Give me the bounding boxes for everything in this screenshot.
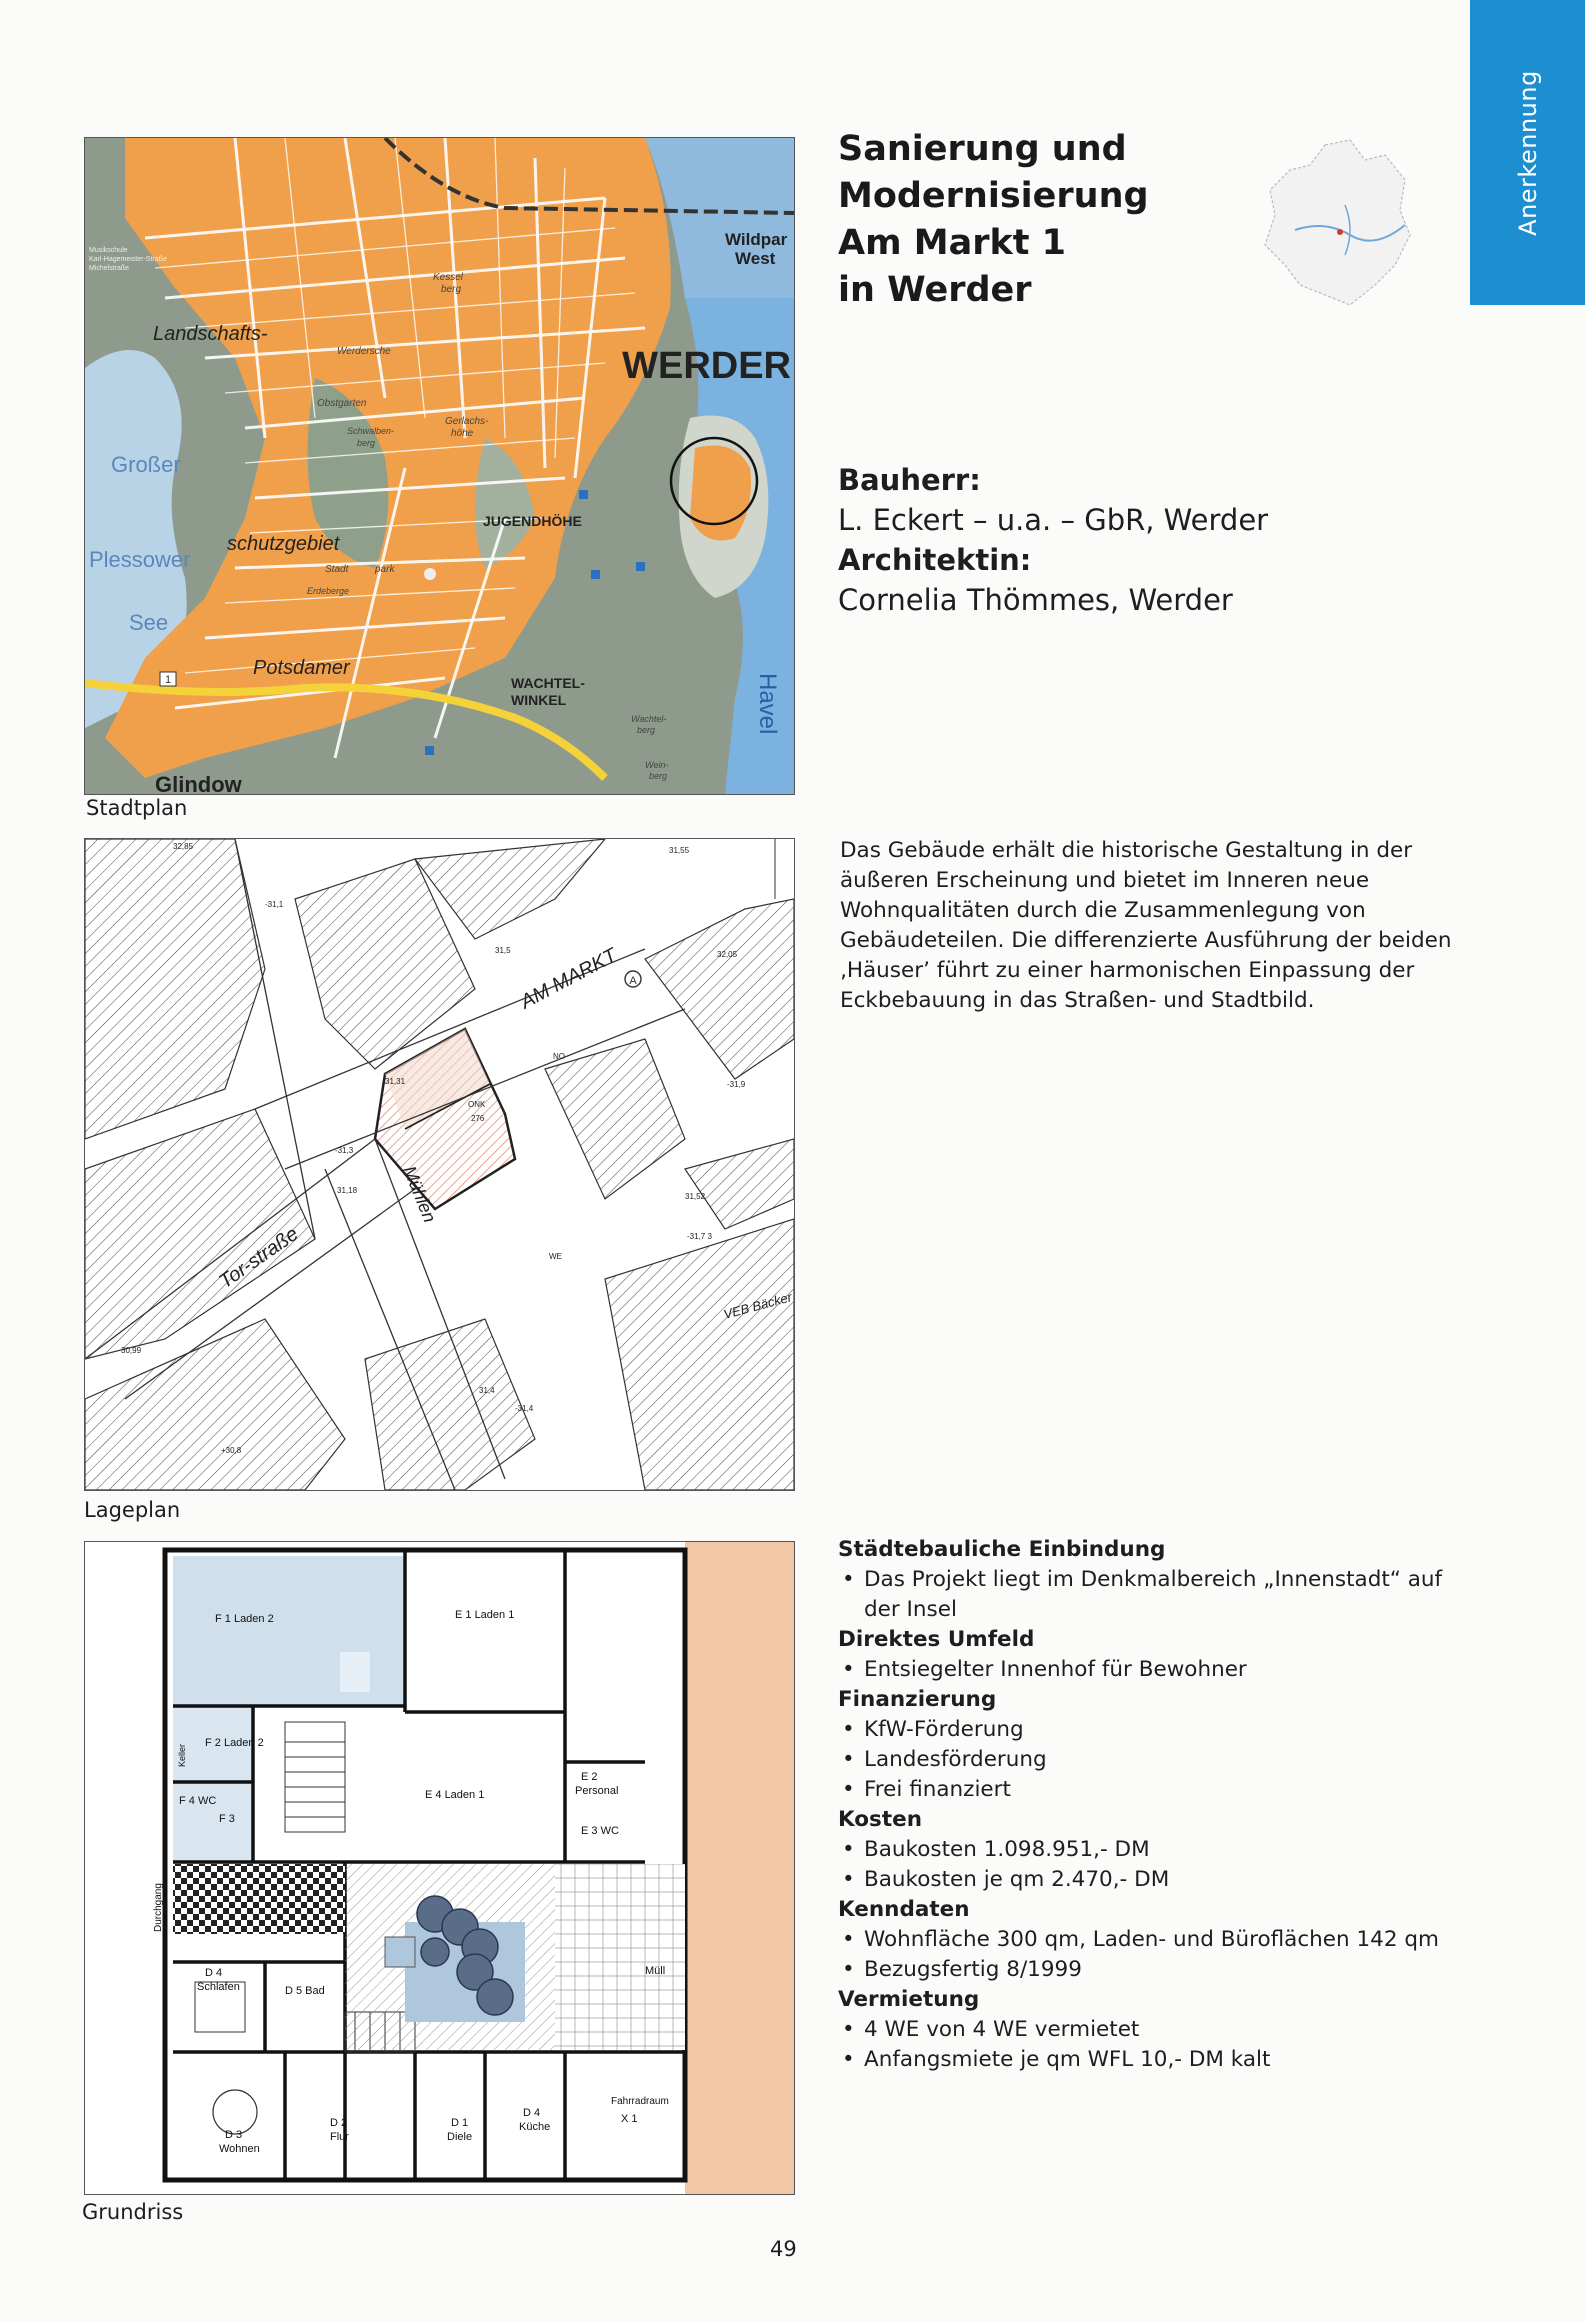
facts-heading: Direktes Umfeld	[838, 1627, 1035, 1652]
map-label: höhe	[451, 428, 474, 439]
location-marker-icon	[1337, 229, 1343, 235]
map-label: Gerlachs-	[445, 416, 489, 427]
map-label: Landschafts-	[153, 323, 268, 345]
map-label: schutzgebiet	[227, 533, 340, 555]
room-label: D 4	[205, 1967, 223, 1979]
architekt-value: Cornelia Thömmes, Werder	[838, 583, 1233, 617]
plan-label: ONK	[468, 1100, 486, 1109]
stadtplan-caption: Stadtplan	[86, 796, 188, 820]
site-plan-image	[85, 839, 794, 1490]
map-label: Plessower	[89, 547, 191, 572]
map-label: Glindow	[155, 772, 242, 794]
room-label: X 1	[621, 2113, 638, 2125]
map-label: Erdeberge	[307, 586, 350, 596]
grundriss-caption: Grundriss	[82, 2200, 184, 2224]
map-label: berg	[649, 771, 668, 781]
map-label: WERDER	[622, 345, 791, 387]
section-tab-label: Anerkennung	[1513, 69, 1542, 236]
room-label: F 2 Laden 2	[205, 1737, 264, 1749]
room-label: F 1 Laden 2	[215, 1613, 274, 1625]
facts-item: • Das Projekt liegt im Denkmalbereich „Innenstadt“ auf der Insel	[842, 1567, 1443, 1622]
plan-label: -31,4	[515, 1404, 534, 1413]
map-label: Potsdamer	[253, 657, 350, 679]
facts-item: • Wohnfläche 300 qm, Laden- und Büroflächen 142 qm	[842, 1927, 1439, 1952]
page-number: 49	[770, 2237, 797, 2261]
plan-label: +30,8	[221, 1446, 242, 1455]
map-label: Havel	[754, 673, 781, 735]
facts-item: • Landesförderung	[842, 1747, 1047, 1772]
plan-label: NO	[553, 1052, 565, 1061]
bauherr-label: Bauherr:	[838, 463, 981, 497]
map-label: berg	[441, 284, 462, 295]
plan-label: 32,05	[717, 950, 738, 959]
plan-label: 31,31	[385, 1077, 406, 1086]
credits	[838, 460, 1438, 620]
map-label: WINKEL	[511, 692, 567, 708]
room-label: Diele	[447, 2131, 473, 2143]
room-label: D 3	[225, 2129, 243, 2141]
room-label: Durchgang	[153, 1883, 164, 1932]
floor-plan-image	[85, 1542, 794, 2194]
map-label: Kessel	[433, 272, 464, 283]
plan-label: 31,55	[669, 846, 690, 855]
project-description: Das Gebäude erhält die historische Gestaltung in der äußeren Erscheinung und bietet im Inneren neue Wohnqualitäten durch die Zusammenlegung von Gebäudeteilen. Die differenzierte Ausführung der beiden ‚Häuser’ führt zu einer harmonischen Einpassung der Eckbebauung in das Straßen- und Stadtbild.	[840, 838, 1452, 1013]
lageplan-caption: Lageplan	[84, 1498, 181, 1522]
room-label: Küche	[519, 2121, 551, 2133]
facts-item: • Anfangsmiete je qm WFL 10,- DM kalt	[842, 2047, 1271, 2072]
city-map-figure	[84, 137, 795, 795]
room-label: Wohnen	[219, 2143, 260, 2155]
room-label: D 2	[330, 2117, 348, 2129]
plan-label: Mühlen	[399, 1163, 440, 1226]
map-label: park	[375, 564, 395, 575]
plan-label: -31,1	[265, 900, 284, 909]
room-label: Fahrradraum	[611, 2096, 669, 2107]
plan-label: Tor-straße	[215, 1222, 303, 1294]
plan-label: 30,99	[121, 1346, 142, 1355]
room-label: E 4 Laden 1	[425, 1789, 485, 1801]
map-label: berg	[637, 725, 656, 735]
plan-label: 31,4	[479, 1386, 495, 1395]
facts-item: • Entsiegelter Innenhof für Bewohner	[842, 1657, 1247, 1682]
room-label: F 3	[219, 1813, 235, 1825]
room-label: D 4	[523, 2107, 541, 2119]
map-label: West	[735, 249, 776, 268]
plan-label: AM MARKT	[517, 944, 621, 1014]
map-label: Obstgarten	[317, 398, 367, 409]
facts-item: • Baukosten 1.098.951,- DM	[842, 1837, 1150, 1862]
map-legend: Musikschule	[89, 247, 128, 254]
map-label: See	[129, 610, 169, 635]
facts-item: • Bezugsfertig 8/1999	[842, 1957, 1082, 1982]
plan-label: A	[629, 975, 637, 987]
facts-heading: Städtebauliche Einbindung	[838, 1537, 1166, 1562]
room-label: E 3 WC	[581, 1825, 619, 1837]
map-label: Wildpar	[725, 230, 788, 249]
plan-label: 32,85	[173, 842, 194, 851]
map-label: Wachtel-	[631, 714, 667, 724]
title-line: Modernisierung	[838, 176, 1149, 216]
room-label: Müll	[645, 1965, 666, 1977]
plan-label: VEB Bäcker	[721, 1289, 794, 1322]
room-label: Schlafen	[197, 1981, 240, 1993]
plan-label: -31,7 3	[687, 1232, 712, 1241]
map-label: Stadt	[325, 564, 349, 575]
room-label: E 2	[581, 1771, 598, 1783]
architekt-label: Architektin:	[838, 543, 1032, 577]
plan-label: 276	[471, 1114, 485, 1123]
map-label: berg	[357, 438, 376, 448]
room-label: Flur	[330, 2131, 349, 2143]
room-label: Keller	[177, 1743, 187, 1767]
title-line: Sanierung und	[838, 129, 1127, 169]
facts-heading: Kosten	[838, 1807, 923, 1832]
facts-heading: Kenndaten	[838, 1897, 970, 1922]
plan-label: 31,5	[495, 946, 511, 955]
bauherr-value: L. Eckert – u.a. – GbR, Werder	[838, 503, 1269, 537]
site-plan-figure	[84, 838, 795, 1491]
floor-plan-figure	[84, 1541, 795, 2195]
map-legend: Michelstraße	[89, 265, 130, 272]
facts-item: • Baukosten je qm 2.470,- DM	[842, 1867, 1170, 1892]
facts-item: • Frei finanziert	[842, 1777, 1011, 1802]
map-label: Großer	[111, 452, 181, 477]
plan-label: 31,18	[337, 1186, 358, 1195]
map-label: JUGENDHÖHE	[483, 513, 582, 529]
map-label: 1	[164, 674, 172, 686]
facts-heading: Vermietung	[838, 1987, 980, 2012]
title-line: Am Markt 1	[838, 223, 1066, 263]
map-label: Wein-	[645, 760, 669, 770]
map-label: Werdersche	[337, 346, 391, 357]
section-tab	[1470, 0, 1585, 305]
plan-label: -31,9	[727, 1080, 746, 1089]
room-label: E 1 Laden 1	[455, 1609, 515, 1621]
facts-list	[838, 1535, 1478, 2075]
facts-heading: Finanzierung	[838, 1687, 997, 1712]
title-line: in Werder	[838, 270, 1032, 310]
room-label: D 1	[451, 2117, 469, 2129]
location-map-image	[1255, 135, 1415, 310]
map-label: WACHTEL-	[511, 675, 585, 691]
map-label: Schwalben-	[347, 426, 395, 436]
plan-label: -31,3	[335, 1146, 354, 1155]
map-legend: Karl-Hagemeister-Straße	[89, 256, 167, 263]
plan-label: 31,52	[685, 1192, 706, 1201]
room-label: F 4 WC	[179, 1795, 217, 1807]
city-map-image	[85, 138, 794, 794]
plan-label: WE	[549, 1252, 562, 1261]
room-label: D 5 Bad	[285, 1985, 325, 1997]
facts-item: • KfW-Förderung	[842, 1717, 1024, 1742]
facts-item: • 4 WE von 4 WE vermietet	[842, 2017, 1140, 2042]
room-label: Personal	[575, 1785, 619, 1797]
